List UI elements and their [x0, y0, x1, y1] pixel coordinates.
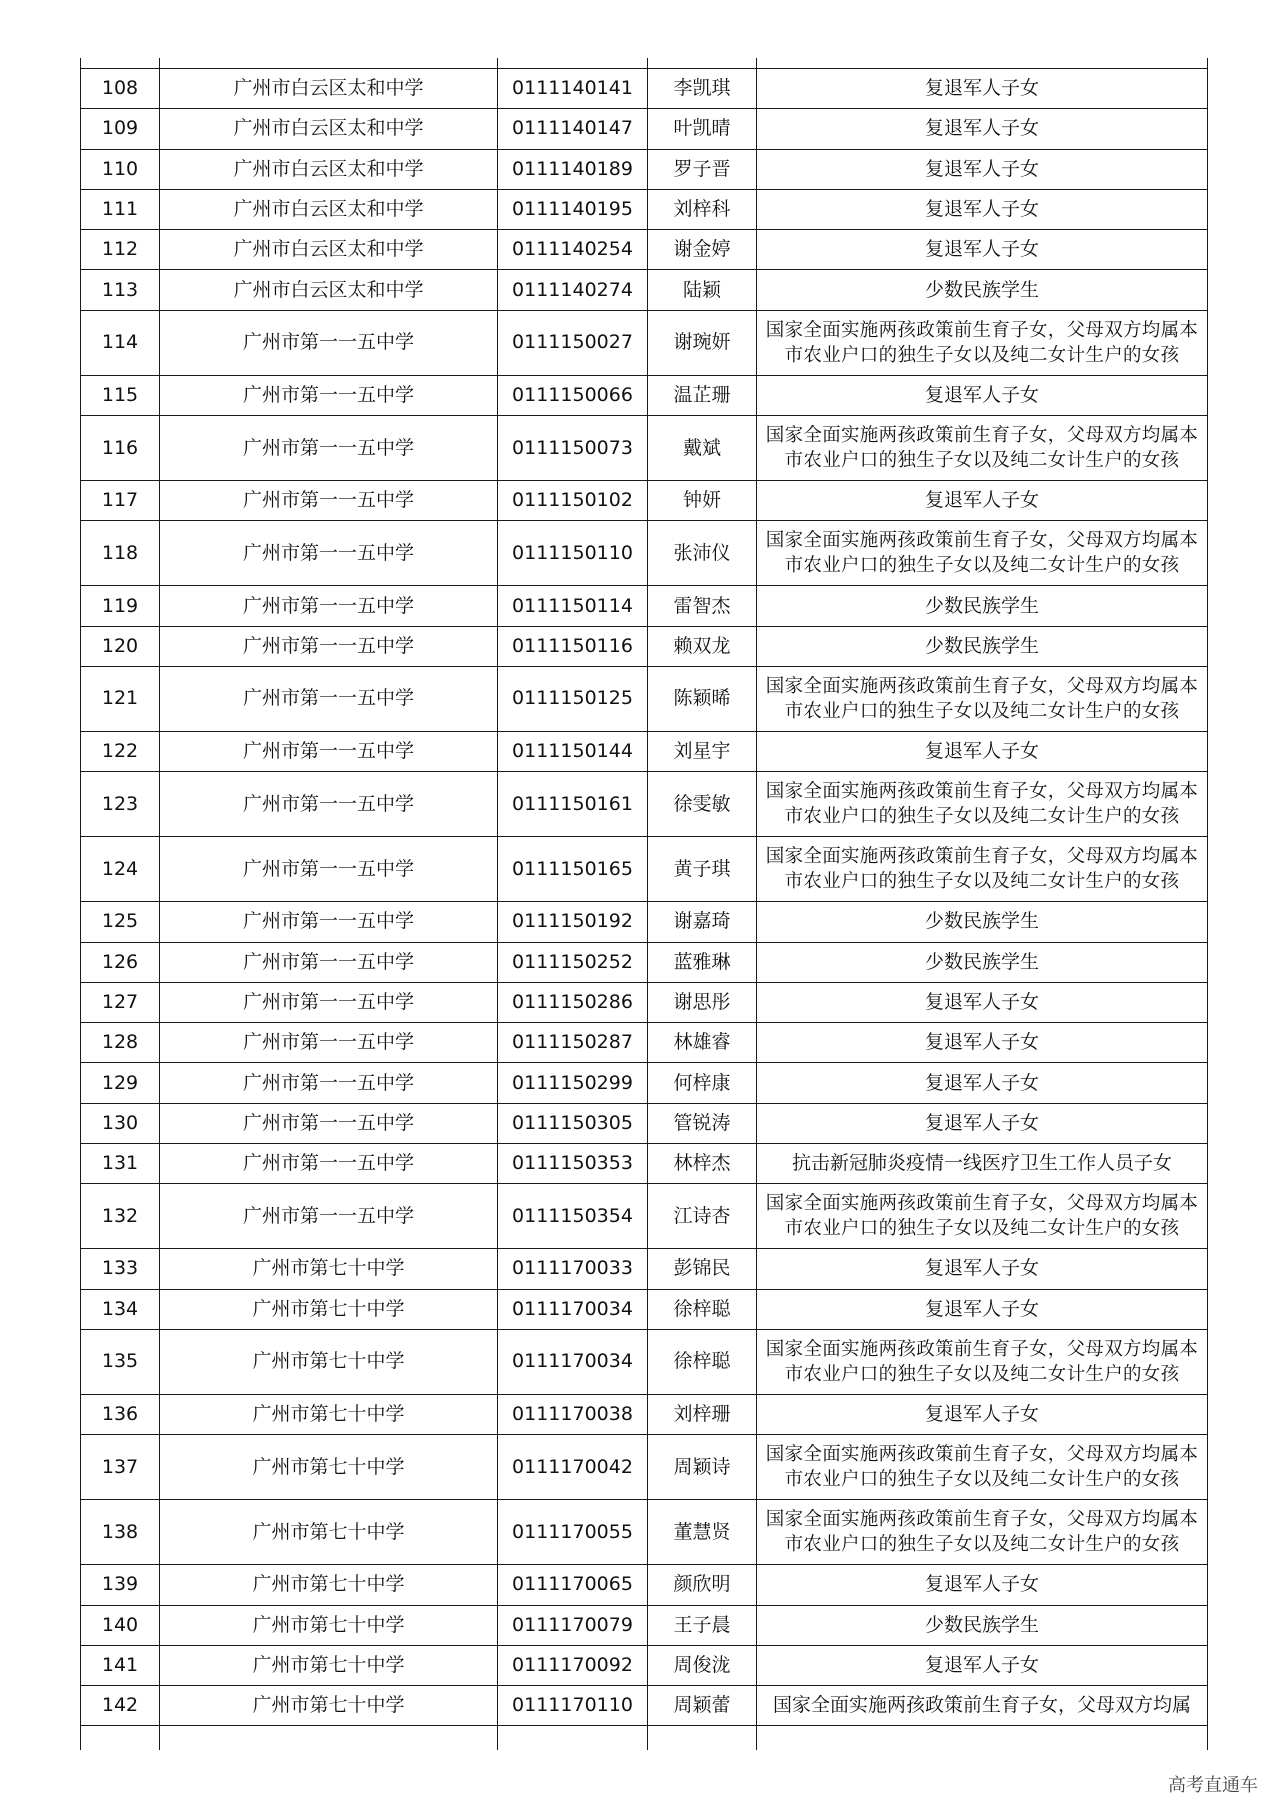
student-name-cell: 何梓康 — [648, 1063, 757, 1103]
seq-cell: 110 — [81, 149, 160, 189]
table-row — [81, 416, 1208, 481]
school-cell: 广州市第一一五中学 — [160, 586, 498, 626]
student-name-cell: 刘星宇 — [648, 731, 757, 771]
student-name-cell: 王子晨 — [648, 1605, 757, 1645]
student-name-cell: 戴斌 — [648, 416, 757, 481]
seq-cell: 125 — [81, 902, 160, 942]
student-name-cell: 钟妍 — [648, 481, 757, 521]
school-cell: 广州市第一一五中学 — [160, 1023, 498, 1063]
seq-cell: 116 — [81, 416, 160, 481]
seq-cell: 130 — [81, 1103, 160, 1143]
reason-cell: 少数民族学生 — [757, 902, 1208, 942]
student-name-cell: 蓝雅琳 — [648, 942, 757, 982]
reason-cell: 少数民族学生 — [757, 1605, 1208, 1645]
exam-id-cell: 0111150110 — [498, 521, 648, 586]
table-row — [81, 1686, 1208, 1726]
exam-id-cell: 0111140141 — [498, 69, 648, 109]
reason-cell: 复退军人子女 — [757, 982, 1208, 1022]
student-name-cell: 叶凯晴 — [648, 109, 757, 149]
seq-cell: 109 — [81, 109, 160, 149]
reason-cell: 少数民族学生 — [757, 626, 1208, 666]
reason-cell: 国家全面实施两孩政策前生育子女，父母双方均属本市农业户口的独生子女以及纯二女计生户的女孩 — [757, 666, 1208, 731]
student-name-cell: 周颖诗 — [648, 1435, 757, 1500]
table-row — [81, 109, 1208, 149]
reason-cell: 国家全面实施两孩政策前生育子女，父母双方均属本市农业户口的独生子女以及纯二女计生户的女孩 — [757, 1435, 1208, 1500]
reason-cell: 复退军人子女 — [757, 149, 1208, 189]
seq-cell: 111 — [81, 189, 160, 229]
exam-id-cell: 0111150305 — [498, 1103, 648, 1143]
reason-cell: 复退军人子女 — [757, 1103, 1208, 1143]
seq-cell: 131 — [81, 1144, 160, 1184]
school-cell: 广州市第一一五中学 — [160, 521, 498, 586]
seq-cell: 136 — [81, 1394, 160, 1434]
table-row — [81, 1249, 1208, 1289]
school-cell: 广州市第一一五中学 — [160, 772, 498, 837]
seq-cell: 140 — [81, 1605, 160, 1645]
school-cell: 广州市第一一五中学 — [160, 902, 498, 942]
student-name-cell: 雷智杰 — [648, 586, 757, 626]
seq-cell: 141 — [81, 1645, 160, 1685]
exam-id-cell: 0111170065 — [498, 1565, 648, 1605]
table-row — [81, 1184, 1208, 1249]
reason-cell: 复退军人子女 — [757, 1063, 1208, 1103]
table-top-edge — [81, 58, 1208, 69]
school-cell: 广州市白云区太和中学 — [160, 270, 498, 310]
student-name-cell: 林梓杰 — [648, 1144, 757, 1184]
exam-id-cell: 0111150066 — [498, 375, 648, 415]
seq-cell: 127 — [81, 982, 160, 1022]
reason-cell: 国家全面实施两孩政策前生育子女，父母双方均属本市农业户口的独生子女以及纯二女计生户的女孩 — [757, 521, 1208, 586]
table-row — [81, 1394, 1208, 1434]
exam-id-cell: 0111170034 — [498, 1329, 648, 1394]
reason-cell: 少数民族学生 — [757, 586, 1208, 626]
student-name-cell: 徐梓聪 — [648, 1289, 757, 1329]
student-name-cell: 罗子晋 — [648, 149, 757, 189]
seq-cell: 117 — [81, 481, 160, 521]
reason-cell: 国家全面实施两孩政策前生育子女，父母双方均属本市农业户口的独生子女以及纯二女计生户的女孩 — [757, 1329, 1208, 1394]
school-cell: 广州市白云区太和中学 — [160, 109, 498, 149]
student-name-cell: 黄子琪 — [648, 837, 757, 902]
student-name-cell: 谢金婷 — [648, 230, 757, 270]
school-cell: 广州市第七十中学 — [160, 1394, 498, 1434]
student-name-cell: 彭锦民 — [648, 1249, 757, 1289]
student-name-cell: 谢思彤 — [648, 982, 757, 1022]
table-row — [81, 666, 1208, 731]
table-row — [81, 1435, 1208, 1500]
reason-cell: 复退军人子女 — [757, 1645, 1208, 1685]
exam-id-cell: 0111150073 — [498, 416, 648, 481]
table-row — [81, 521, 1208, 586]
school-cell: 广州市第一一五中学 — [160, 982, 498, 1022]
reason-cell: 国家全面实施两孩政策前生育子女，父母双方均属本市农业户口的独生子女以及纯二女计生户的女孩 — [757, 416, 1208, 481]
table-row — [81, 1103, 1208, 1143]
student-name-cell: 刘梓珊 — [648, 1394, 757, 1434]
seq-cell: 115 — [81, 375, 160, 415]
exam-id-cell: 0111170092 — [498, 1645, 648, 1685]
reason-cell: 复退军人子女 — [757, 1249, 1208, 1289]
exam-id-cell: 0111170033 — [498, 1249, 648, 1289]
admission-table — [80, 58, 1208, 1750]
table-row — [81, 1329, 1208, 1394]
school-cell: 广州市第一一五中学 — [160, 1063, 498, 1103]
exam-id-cell: 0111150027 — [498, 310, 648, 375]
student-name-cell: 管锐涛 — [648, 1103, 757, 1143]
student-name-cell: 颜欣明 — [648, 1565, 757, 1605]
school-cell: 广州市白云区太和中学 — [160, 69, 498, 109]
student-name-cell: 温芷珊 — [648, 375, 757, 415]
school-cell: 广州市第七十中学 — [160, 1435, 498, 1500]
school-cell: 广州市第七十中学 — [160, 1329, 498, 1394]
school-cell: 广州市第一一五中学 — [160, 310, 498, 375]
student-name-cell: 谢琬妍 — [648, 310, 757, 375]
seq-cell: 122 — [81, 731, 160, 771]
table-row — [81, 375, 1208, 415]
table-row — [81, 837, 1208, 902]
school-cell: 广州市第一一五中学 — [160, 375, 498, 415]
school-cell: 广州市白云区太和中学 — [160, 189, 498, 229]
reason-cell: 复退军人子女 — [757, 1023, 1208, 1063]
exam-id-cell: 0111150286 — [498, 982, 648, 1022]
student-name-cell: 张沛仪 — [648, 521, 757, 586]
school-cell: 广州市第一一五中学 — [160, 481, 498, 521]
table-row — [81, 1500, 1208, 1565]
table-row — [81, 1063, 1208, 1103]
reason-cell: 国家全面实施两孩政策前生育子女，父母双方均属本市农业户口的独生子女以及纯二女计生户的女孩 — [757, 310, 1208, 375]
exam-id-cell: 0111150165 — [498, 837, 648, 902]
table-row — [81, 230, 1208, 270]
exam-id-cell: 0111140195 — [498, 189, 648, 229]
seq-cell: 119 — [81, 586, 160, 626]
student-name-cell: 江诗杏 — [648, 1184, 757, 1249]
seq-cell: 120 — [81, 626, 160, 666]
student-name-cell: 周俊泷 — [648, 1645, 757, 1685]
reason-cell: 国家全面实施两孩政策前生育子女，父母双方均属本市农业户口的独生子女以及纯二女计生户的女孩 — [757, 772, 1208, 837]
exam-id-cell: 0111150287 — [498, 1023, 648, 1063]
reason-cell: 复退军人子女 — [757, 1565, 1208, 1605]
seq-cell: 133 — [81, 1249, 160, 1289]
exam-id-cell: 0111140254 — [498, 230, 648, 270]
seq-cell: 142 — [81, 1686, 160, 1726]
seq-cell: 132 — [81, 1184, 160, 1249]
exam-id-cell: 0111150102 — [498, 481, 648, 521]
seq-cell: 108 — [81, 69, 160, 109]
school-cell: 广州市第七十中学 — [160, 1500, 498, 1565]
reason-cell: 复退军人子女 — [757, 1289, 1208, 1329]
reason-cell: 复退军人子女 — [757, 1394, 1208, 1434]
school-cell: 广州市白云区太和中学 — [160, 149, 498, 189]
exam-id-cell: 0111170110 — [498, 1686, 648, 1726]
school-cell: 广州市第一一五中学 — [160, 1184, 498, 1249]
seq-cell: 123 — [81, 772, 160, 837]
reason-cell: 国家全面实施两孩政策前生育子女，父母双方均属本市农业户口的独生子女以及纯二女计生户的女孩 — [757, 1184, 1208, 1249]
table-row — [81, 586, 1208, 626]
exam-id-cell: 0111170034 — [498, 1289, 648, 1329]
seq-cell: 135 — [81, 1329, 160, 1394]
exam-id-cell: 0111170055 — [498, 1500, 648, 1565]
student-name-cell: 赖双龙 — [648, 626, 757, 666]
exam-id-cell: 0111150192 — [498, 902, 648, 942]
seq-cell: 129 — [81, 1063, 160, 1103]
school-cell: 广州市第七十中学 — [160, 1645, 498, 1685]
exam-id-cell: 0111150116 — [498, 626, 648, 666]
table-row — [81, 270, 1208, 310]
seq-cell: 137 — [81, 1435, 160, 1500]
table-row — [81, 481, 1208, 521]
school-cell: 广州市第一一五中学 — [160, 1144, 498, 1184]
student-name-cell: 谢嘉琦 — [648, 902, 757, 942]
seq-cell: 126 — [81, 942, 160, 982]
exam-id-cell: 0111150161 — [498, 772, 648, 837]
table-row — [81, 731, 1208, 771]
reason-cell: 国家全面实施两孩政策前生育子女，父母双方均属本市农业户口的独生子女以及纯二女计生户的女孩 — [757, 1500, 1208, 1565]
student-name-cell: 李凯琪 — [648, 69, 757, 109]
seq-cell: 118 — [81, 521, 160, 586]
school-cell: 广州市第一一五中学 — [160, 837, 498, 902]
table-bottom-edge — [81, 1726, 1208, 1751]
school-cell: 广州市第一一五中学 — [160, 731, 498, 771]
reason-cell: 复退军人子女 — [757, 230, 1208, 270]
exam-id-cell: 0111140147 — [498, 109, 648, 149]
reason-cell: 少数民族学生 — [757, 942, 1208, 982]
table-row — [81, 1605, 1208, 1645]
student-name-cell: 徐梓聪 — [648, 1329, 757, 1394]
exam-id-cell: 0111140189 — [498, 149, 648, 189]
school-cell: 广州市白云区太和中学 — [160, 230, 498, 270]
school-cell: 广州市第七十中学 — [160, 1565, 498, 1605]
exam-id-cell: 0111150125 — [498, 666, 648, 731]
table-row — [81, 1565, 1208, 1605]
seq-cell: 139 — [81, 1565, 160, 1605]
seq-cell: 134 — [81, 1289, 160, 1329]
seq-cell: 112 — [81, 230, 160, 270]
table-row — [81, 982, 1208, 1022]
table-row — [81, 772, 1208, 837]
exam-id-cell: 0111170079 — [498, 1605, 648, 1645]
table-row — [81, 1289, 1208, 1329]
school-cell: 广州市第七十中学 — [160, 1289, 498, 1329]
exam-id-cell: 0111150354 — [498, 1184, 648, 1249]
exam-id-cell: 0111150353 — [498, 1144, 648, 1184]
table-body — [81, 58, 1208, 1750]
reason-cell: 国家全面实施两孩政策前生育子女，父母双方均属 — [757, 1686, 1208, 1726]
student-name-cell: 林雄睿 — [648, 1023, 757, 1063]
student-name-cell: 刘梓科 — [648, 189, 757, 229]
school-cell: 广州市第七十中学 — [160, 1249, 498, 1289]
student-name-cell: 陈颖晞 — [648, 666, 757, 731]
school-cell: 广州市第一一五中学 — [160, 1103, 498, 1143]
seq-cell: 113 — [81, 270, 160, 310]
reason-cell: 复退军人子女 — [757, 189, 1208, 229]
table-row — [81, 902, 1208, 942]
exam-id-cell: 0111140274 — [498, 270, 648, 310]
table-row — [81, 149, 1208, 189]
exam-id-cell: 0111150114 — [498, 586, 648, 626]
reason-cell: 复退军人子女 — [757, 109, 1208, 149]
table-row — [81, 1645, 1208, 1685]
school-cell: 广州市第一一五中学 — [160, 942, 498, 982]
seq-cell: 121 — [81, 666, 160, 731]
reason-cell: 抗击新冠肺炎疫情一线医疗卫生工作人员子女 — [757, 1144, 1208, 1184]
student-name-cell: 徐雯敏 — [648, 772, 757, 837]
reason-cell: 复退军人子女 — [757, 375, 1208, 415]
table-row — [81, 310, 1208, 375]
student-name-cell: 董慧贤 — [648, 1500, 757, 1565]
school-cell: 广州市第一一五中学 — [160, 666, 498, 731]
table-row — [81, 626, 1208, 666]
table-row — [81, 69, 1208, 109]
reason-cell: 复退军人子女 — [757, 481, 1208, 521]
exam-id-cell: 0111170042 — [498, 1435, 648, 1500]
school-cell: 广州市第七十中学 — [160, 1686, 498, 1726]
table-row — [81, 189, 1208, 229]
exam-id-cell: 0111150299 — [498, 1063, 648, 1103]
exam-id-cell: 0111150144 — [498, 731, 648, 771]
seq-cell: 128 — [81, 1023, 160, 1063]
seq-cell: 114 — [81, 310, 160, 375]
school-cell: 广州市第一一五中学 — [160, 416, 498, 481]
seq-cell: 124 — [81, 837, 160, 902]
watermark: 高考直通车 — [1168, 1775, 1258, 1796]
seq-cell: 138 — [81, 1500, 160, 1565]
exam-id-cell: 0111170038 — [498, 1394, 648, 1434]
table-row — [81, 1023, 1208, 1063]
reason-cell: 少数民族学生 — [757, 270, 1208, 310]
table-row — [81, 1144, 1208, 1184]
school-cell: 广州市第一一五中学 — [160, 626, 498, 666]
student-name-cell: 周颖蕾 — [648, 1686, 757, 1726]
exam-id-cell: 0111150252 — [498, 942, 648, 982]
reason-cell: 复退军人子女 — [757, 731, 1208, 771]
student-name-cell: 陆颖 — [648, 270, 757, 310]
school-cell: 广州市第七十中学 — [160, 1605, 498, 1645]
reason-cell: 国家全面实施两孩政策前生育子女，父母双方均属本市农业户口的独生子女以及纯二女计生户的女孩 — [757, 837, 1208, 902]
table-row — [81, 942, 1208, 982]
reason-cell: 复退军人子女 — [757, 69, 1208, 109]
